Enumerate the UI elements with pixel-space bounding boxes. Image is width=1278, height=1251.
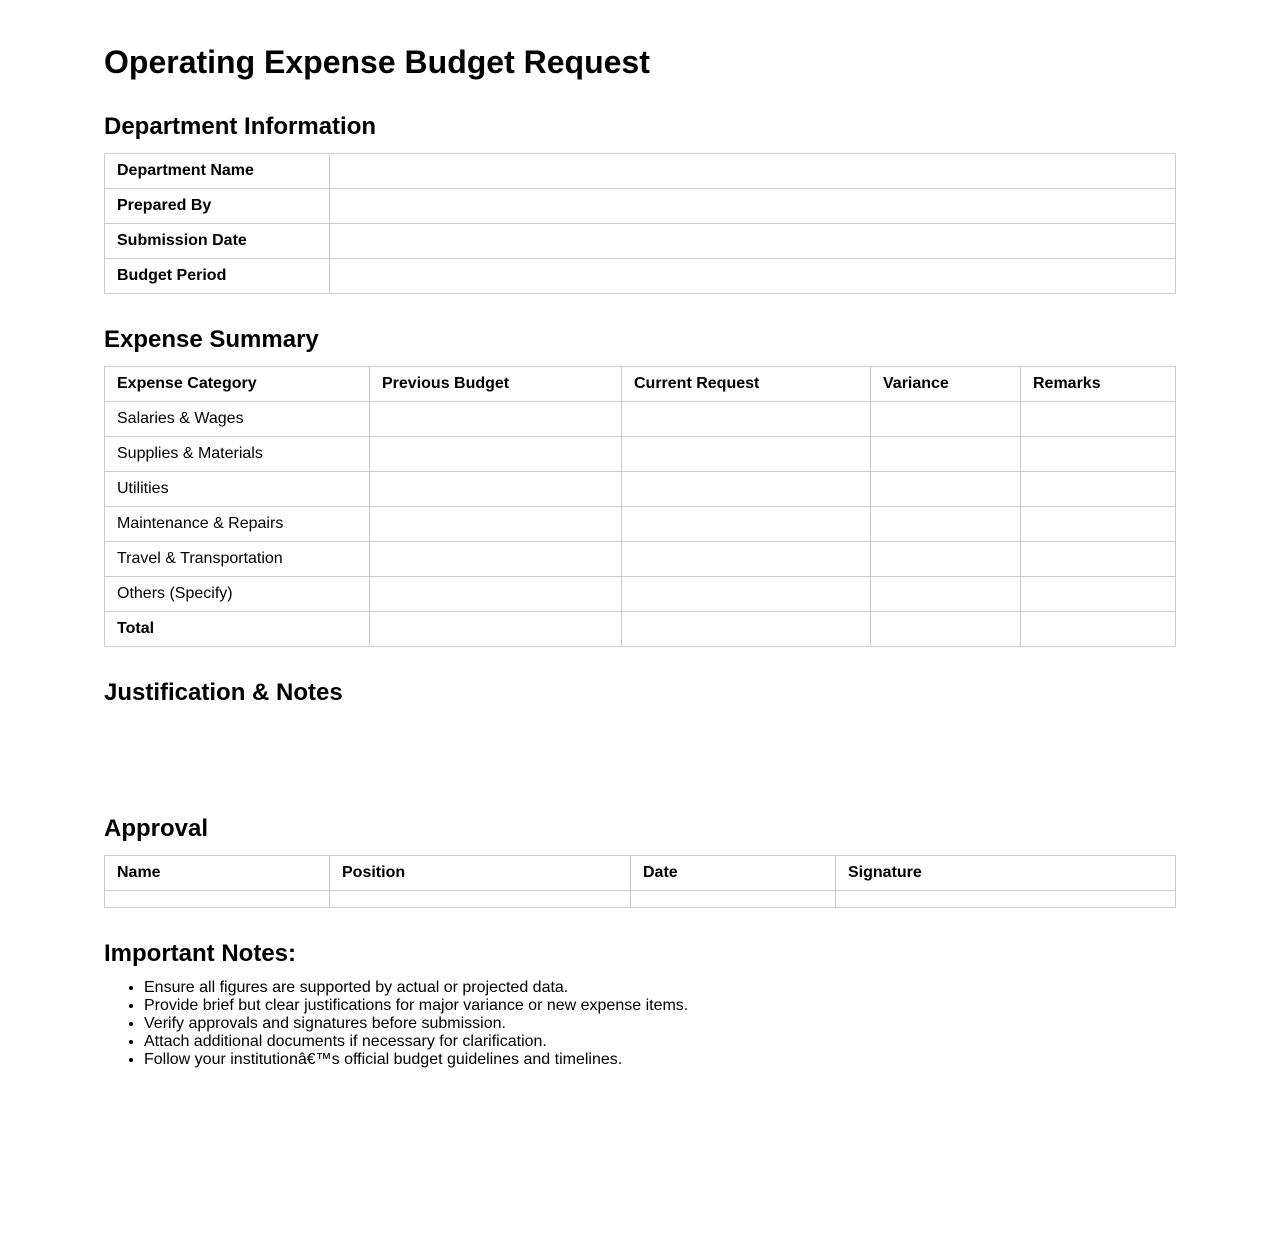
- column-header-variance: Variance: [871, 367, 1021, 402]
- page-title: Operating Expense Budget Request: [104, 44, 650, 80]
- approval-heading: Approval: [104, 815, 209, 842]
- remarks-cell[interactable]: [1021, 507, 1176, 542]
- table-row: [105, 189, 1176, 224]
- current-request-cell[interactable]: [622, 402, 871, 437]
- total-row: [105, 612, 1176, 647]
- variance-total-cell[interactable]: [871, 612, 1021, 647]
- remarks-total-cell[interactable]: [1021, 612, 1176, 647]
- column-header-current-request: Current Request: [622, 367, 871, 402]
- list-item: • Verify approvals and signatures before submission.: [144, 1015, 688, 1033]
- approver-name-cell[interactable]: [105, 891, 330, 908]
- justification-notes-area[interactable]: [104, 716, 1175, 806]
- column-header-expense-category: Expense Category: [105, 367, 370, 402]
- previous-budget-cell[interactable]: [370, 542, 622, 577]
- previous-budget-total-cell[interactable]: [370, 612, 622, 647]
- remarks-cell[interactable]: [1021, 577, 1176, 612]
- important-notes-list: [104, 979, 688, 1069]
- table-row: [105, 891, 1176, 908]
- important-notes-heading: Important Notes:: [104, 940, 296, 967]
- expense-summary-heading: Expense Summary: [104, 326, 319, 353]
- current-request-cell[interactable]: [622, 437, 871, 472]
- budget-period-label: Budget Period: [105, 259, 330, 294]
- variance-cell[interactable]: [871, 402, 1021, 437]
- variance-cell[interactable]: [871, 437, 1021, 472]
- remarks-cell[interactable]: [1021, 542, 1176, 577]
- list-item: • Follow your institutionâ€™s official budget guidelines and timelines.: [144, 1051, 688, 1069]
- current-request-total-cell[interactable]: [622, 612, 871, 647]
- table-header-row: [105, 367, 1176, 402]
- table-row: [105, 224, 1176, 259]
- department-name-label: Department Name: [105, 154, 330, 189]
- table-row: [105, 542, 1176, 577]
- previous-budget-cell[interactable]: [370, 437, 622, 472]
- column-header-date: Date: [631, 856, 836, 891]
- column-header-remarks: Remarks: [1021, 367, 1176, 402]
- table-row: [105, 472, 1176, 507]
- approver-position-cell[interactable]: [330, 891, 631, 908]
- table-header-row: [105, 856, 1176, 891]
- justification-heading: Justification & Notes: [104, 679, 343, 706]
- remarks-cell[interactable]: [1021, 472, 1176, 507]
- expense-category-cell: Salaries & Wages: [105, 402, 370, 437]
- table-row: [105, 259, 1176, 294]
- column-header-name: Name: [105, 856, 330, 891]
- table-row: [105, 577, 1176, 612]
- column-header-signature: Signature: [836, 856, 1176, 891]
- previous-budget-cell[interactable]: [370, 577, 622, 612]
- variance-cell[interactable]: [871, 472, 1021, 507]
- current-request-cell[interactable]: [622, 472, 871, 507]
- remarks-cell[interactable]: [1021, 437, 1176, 472]
- total-label: Total: [105, 612, 370, 647]
- budget-period-field[interactable]: [330, 259, 1176, 294]
- department-info-heading: Department Information: [104, 113, 377, 140]
- table-row: [105, 154, 1176, 189]
- prepared-by-field[interactable]: [330, 189, 1176, 224]
- expense-category-cell: Utilities: [105, 472, 370, 507]
- table-row: [105, 507, 1176, 542]
- current-request-cell[interactable]: [622, 542, 871, 577]
- expense-summary-table: [104, 366, 1176, 647]
- approval-date-cell[interactable]: [631, 891, 836, 908]
- expense-category-cell: Maintenance & Repairs: [105, 507, 370, 542]
- column-header-previous-budget: Previous Budget: [370, 367, 622, 402]
- expense-category-cell: Travel & Transportation: [105, 542, 370, 577]
- variance-cell[interactable]: [871, 542, 1021, 577]
- previous-budget-cell[interactable]: [370, 472, 622, 507]
- current-request-cell[interactable]: [622, 577, 871, 612]
- prepared-by-label: Prepared By: [105, 189, 330, 224]
- submission-date-label: Submission Date: [105, 224, 330, 259]
- list-item: • Provide brief but clear justifications for major variance or new expense items.: [144, 997, 688, 1015]
- variance-cell[interactable]: [871, 507, 1021, 542]
- list-item: • Attach additional documents if necessary for clarification.: [144, 1033, 688, 1051]
- table-row: [105, 402, 1176, 437]
- department-name-field[interactable]: [330, 154, 1176, 189]
- previous-budget-cell[interactable]: [370, 402, 622, 437]
- remarks-cell[interactable]: [1021, 402, 1176, 437]
- expense-category-cell: Supplies & Materials: [105, 437, 370, 472]
- list-item: • Ensure all figures are supported by actual or projected data.: [144, 979, 688, 997]
- approver-signature-cell[interactable]: [836, 891, 1176, 908]
- expense-category-cell: Others (Specify): [105, 577, 370, 612]
- column-header-position: Position: [330, 856, 631, 891]
- table-row: [105, 437, 1176, 472]
- current-request-cell[interactable]: [622, 507, 871, 542]
- variance-cell[interactable]: [871, 577, 1021, 612]
- previous-budget-cell[interactable]: [370, 507, 622, 542]
- submission-date-field[interactable]: [330, 224, 1176, 259]
- department-info-table: [104, 153, 1176, 294]
- approval-table: [104, 855, 1176, 908]
